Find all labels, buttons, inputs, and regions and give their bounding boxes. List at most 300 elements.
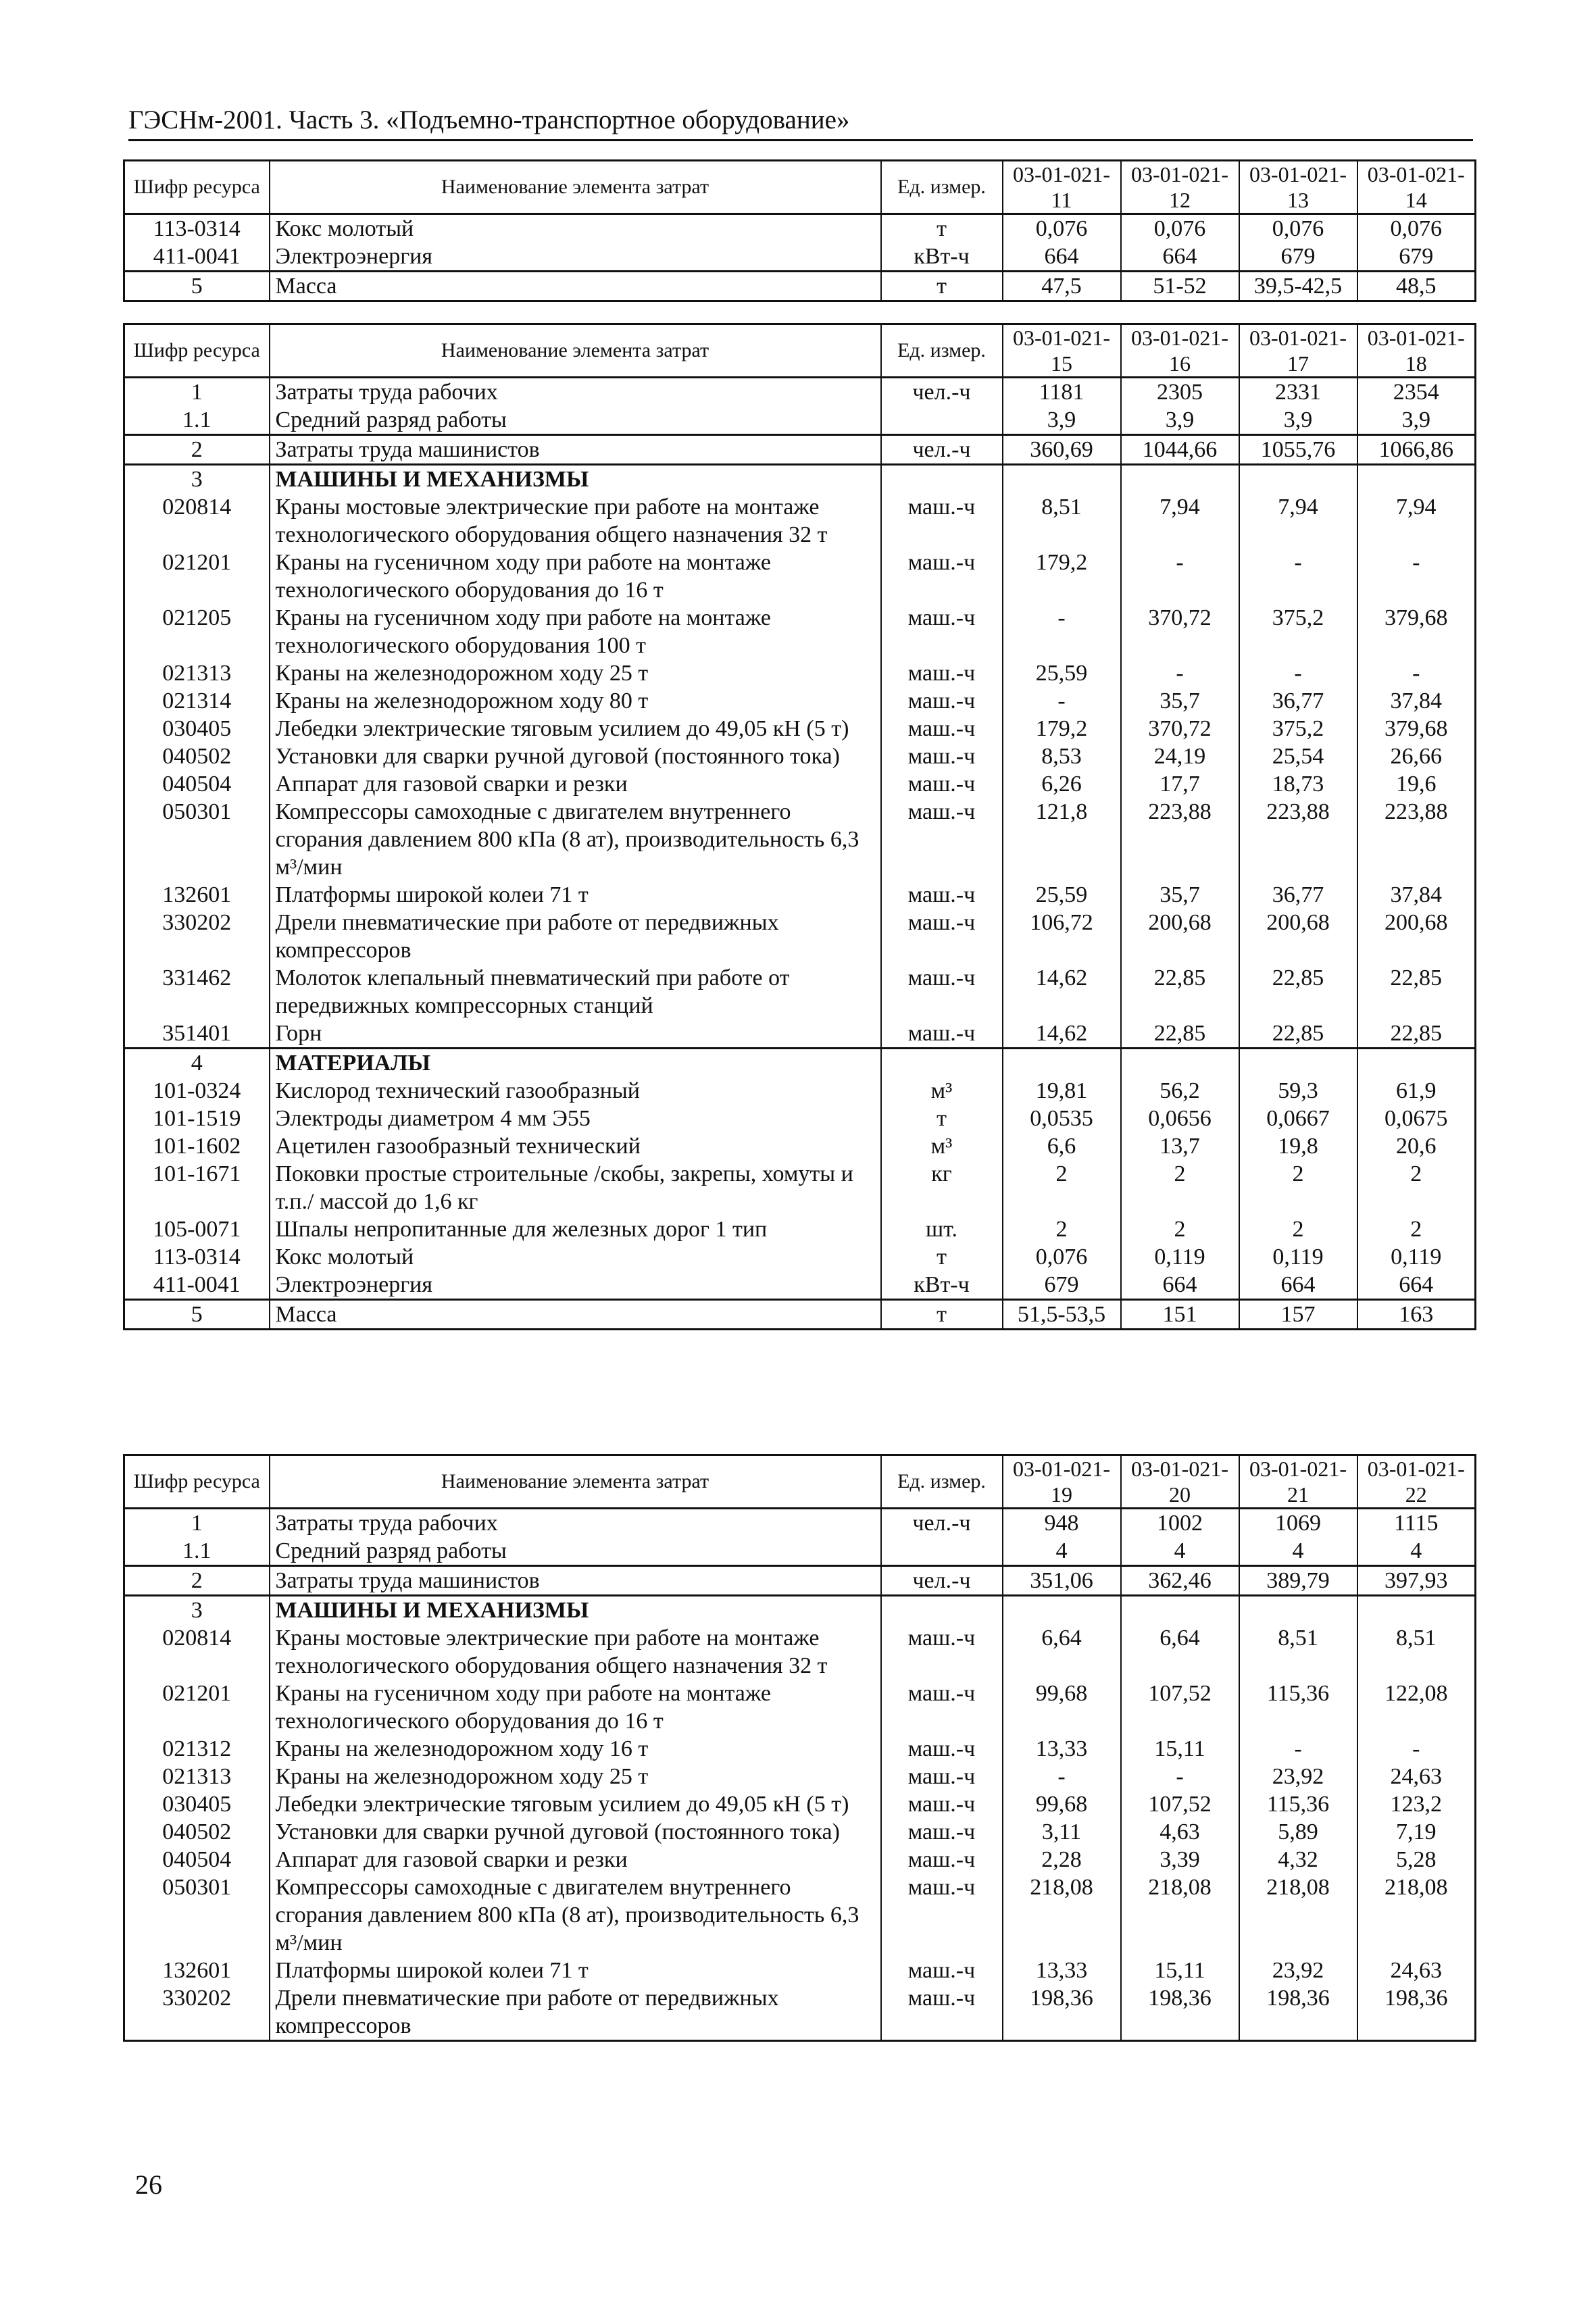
resource-unit: маш.-ч <box>881 1818 1003 1846</box>
resource-unit: маш.-ч <box>881 715 1003 743</box>
resource-value: 3,9 <box>1239 406 1357 435</box>
resource-name: Платформы широкой колеи 71 т <box>270 1957 881 1984</box>
resource-value: 1044,66 <box>1121 435 1239 465</box>
resource-code: 020814 <box>124 1624 270 1680</box>
resource-value: - <box>1003 604 1121 659</box>
resource-value: 370,72 <box>1121 715 1239 743</box>
table-row <box>124 493 1476 549</box>
table-row <box>124 909 1476 964</box>
resource-value: 13,7 <box>1121 1132 1239 1160</box>
resource-unit <box>881 1537 1003 1566</box>
resource-value: 2 <box>1003 1215 1121 1243</box>
header-column: 03-01-021-21 <box>1239 1455 1357 1509</box>
resource-value: 25,59 <box>1003 881 1121 909</box>
resource-value: 22,85 <box>1239 1020 1357 1049</box>
resource-code: 113-0314 <box>124 1243 270 1271</box>
resource-value: 22,85 <box>1357 964 1476 1020</box>
resource-value: 17,7 <box>1121 770 1239 798</box>
resource-code: 030405 <box>124 1790 270 1818</box>
resource-code: 021201 <box>124 1680 270 1735</box>
header-code: Шифр ресурса <box>124 161 270 214</box>
resource-code: 020814 <box>124 493 270 549</box>
resource-value: 99,68 <box>1003 1680 1121 1735</box>
resource-value: 22,85 <box>1121 964 1239 1020</box>
resource-table-3 <box>123 1454 1476 2042</box>
resource-value: - <box>1121 1763 1239 1790</box>
table-row <box>124 1790 1476 1818</box>
resource-value: 948 <box>1003 1509 1121 1538</box>
resource-unit: маш.-ч <box>881 964 1003 1020</box>
resource-code: 030405 <box>124 715 270 743</box>
resource-name: Электроэнергия <box>270 1271 881 1300</box>
resource-name: Кокс молотый <box>270 214 881 243</box>
resource-value: 5,28 <box>1357 1846 1476 1873</box>
resource-name: Установки для сварки ручной дуговой (постоянного тока) <box>270 743 881 770</box>
resource-value: - <box>1003 1763 1121 1790</box>
resource-value: 25,59 <box>1003 659 1121 687</box>
resource-unit: маш.-ч <box>881 743 1003 770</box>
resource-value: 198,36 <box>1239 1984 1357 2041</box>
resource-value: - <box>1357 1735 1476 1763</box>
resource-value <box>1121 465 1239 494</box>
resource-value: 397,93 <box>1357 1566 1476 1596</box>
resource-value: 19,8 <box>1239 1132 1357 1160</box>
page-number: 26 <box>135 2169 162 2200</box>
resource-code: 331462 <box>124 964 270 1020</box>
resource-value: 2 <box>1121 1160 1239 1215</box>
resource-code: 040504 <box>124 1846 270 1873</box>
resource-name: Дрели пневматические при работе от передвижных компрессоров <box>270 909 881 964</box>
resource-value: 26,66 <box>1357 743 1476 770</box>
resource-unit: маш.-ч <box>881 909 1003 964</box>
resource-value: 379,68 <box>1357 604 1476 659</box>
resource-value: 664 <box>1239 1271 1357 1300</box>
resource-value: 351,06 <box>1003 1566 1121 1596</box>
resource-value: 59,3 <box>1239 1077 1357 1105</box>
table-row <box>124 798 1476 881</box>
resource-unit: т <box>881 214 1003 243</box>
resource-value: 0,076 <box>1121 214 1239 243</box>
resource-value: 22,85 <box>1239 964 1357 1020</box>
resource-name: Масса <box>270 1300 881 1330</box>
table-row <box>124 1215 1476 1243</box>
resource-value: 8,53 <box>1003 743 1121 770</box>
table-row <box>124 1680 1476 1735</box>
header-column: 03-01-021-22 <box>1357 1455 1476 1509</box>
resource-value: 121,8 <box>1003 798 1121 881</box>
resource-value: 679 <box>1003 1271 1121 1300</box>
resource-code: 101-1602 <box>124 1132 270 1160</box>
resource-value: - <box>1239 549 1357 604</box>
resource-code: 2 <box>124 1566 270 1596</box>
resource-name: Платформы широкой колеи 71 т <box>270 881 881 909</box>
resource-unit: маш.-ч <box>881 687 1003 715</box>
resource-value: 37,84 <box>1357 881 1476 909</box>
resource-code: 132601 <box>124 1957 270 1984</box>
resource-code: 3 <box>124 465 270 494</box>
resource-value: 4,63 <box>1121 1818 1239 1846</box>
table-row <box>124 1077 1476 1105</box>
header-code: Шифр ресурса <box>124 324 270 378</box>
resource-name: Электроэнергия <box>270 243 881 272</box>
resource-value <box>1357 1596 1476 1625</box>
resource-value: 47,5 <box>1003 272 1121 301</box>
resource-unit: чел.-ч <box>881 378 1003 407</box>
resource-code: 411-0041 <box>124 1271 270 1300</box>
resource-value: 3,39 <box>1121 1846 1239 1873</box>
resource-value: 198,36 <box>1357 1984 1476 2041</box>
resource-unit: чел.-ч <box>881 1566 1003 1596</box>
table-row <box>124 435 1476 465</box>
resource-value: 218,08 <box>1239 1873 1357 1957</box>
resource-value: 8,51 <box>1357 1624 1476 1680</box>
section-row <box>124 465 1476 494</box>
resource-code: 113-0314 <box>124 214 270 243</box>
resource-value: 664 <box>1003 243 1121 272</box>
resource-code: 1 <box>124 1509 270 1538</box>
table-row <box>124 770 1476 798</box>
resource-value: 218,08 <box>1357 1873 1476 1957</box>
resource-code: 5 <box>124 1300 270 1330</box>
resource-code: 021314 <box>124 687 270 715</box>
resource-value: 0,119 <box>1357 1243 1476 1271</box>
resource-name: Молоток клепальный пневматический при работе от передвижных компрессорных станций <box>270 964 881 1020</box>
resource-unit <box>881 1596 1003 1625</box>
resource-value: 2305 <box>1121 378 1239 407</box>
resource-value <box>1239 465 1357 494</box>
resource-value: 7,94 <box>1357 493 1476 549</box>
resource-value: 2 <box>1239 1215 1357 1243</box>
resource-value: 6,6 <box>1003 1132 1121 1160</box>
header-unit: Ед. измер. <box>881 324 1003 378</box>
resource-unit: чел.-ч <box>881 1509 1003 1538</box>
resource-value: 24,63 <box>1357 1957 1476 1984</box>
resource-value <box>1003 465 1121 494</box>
resource-value: 7,94 <box>1121 493 1239 549</box>
resource-value: 15,11 <box>1121 1957 1239 1984</box>
resource-value: 2 <box>1357 1160 1476 1215</box>
resource-value: 14,62 <box>1003 1020 1121 1049</box>
resource-value: 1066,86 <box>1357 435 1476 465</box>
table-row <box>124 1735 1476 1763</box>
resource-name: МАШИНЫ И МЕХАНИЗМЫ <box>270 465 881 494</box>
resource-value: 664 <box>1121 243 1239 272</box>
resource-value: 19,81 <box>1003 1077 1121 1105</box>
header-column: 03-01-021-17 <box>1239 324 1357 378</box>
resource-name: Краны на гусеничном ходу при работе на монтаже технологического оборудования 100 т <box>270 604 881 659</box>
resource-unit: т <box>881 272 1003 301</box>
resource-value: 0,076 <box>1003 214 1121 243</box>
resource-value: 3,11 <box>1003 1818 1121 1846</box>
resource-name: Краны на железнодорожном ходу 16 т <box>270 1735 881 1763</box>
resource-unit: маш.-ч <box>881 1735 1003 1763</box>
resource-value: 36,77 <box>1239 881 1357 909</box>
resource-value: 198,36 <box>1003 1984 1121 2041</box>
resource-unit: маш.-ч <box>881 881 1003 909</box>
resource-code: 021312 <box>124 1735 270 1763</box>
table-row <box>124 743 1476 770</box>
header-name: Наименование элемента затрат <box>270 324 881 378</box>
resource-value: 679 <box>1239 243 1357 272</box>
resource-value: 0,0535 <box>1003 1105 1121 1132</box>
table-row <box>124 1160 1476 1215</box>
resource-value: 389,79 <box>1239 1566 1357 1596</box>
resource-value: - <box>1239 659 1357 687</box>
table-row <box>124 964 1476 1020</box>
resource-code: 021201 <box>124 549 270 604</box>
resource-name: Лебедки электрические тяговым усилием до 49,05 кН (5 т) <box>270 1790 881 1818</box>
resource-name: Шпалы непропитанные для железных дорог 1 тип <box>270 1215 881 1243</box>
table-row <box>124 1818 1476 1846</box>
resource-value: 106,72 <box>1003 909 1121 964</box>
resource-unit: маш.-ч <box>881 659 1003 687</box>
resource-unit <box>881 465 1003 494</box>
resource-name: Масса <box>270 272 881 301</box>
table-row <box>124 881 1476 909</box>
resource-value: 664 <box>1357 1271 1476 1300</box>
header-column: 03-01-021-16 <box>1121 324 1239 378</box>
resource-value: 56,2 <box>1121 1077 1239 1105</box>
header-column: 03-01-021-19 <box>1003 1455 1121 1509</box>
resource-name: Ацетилен газообразный технический <box>270 1132 881 1160</box>
resource-value: 6,26 <box>1003 770 1121 798</box>
resource-value: 4 <box>1239 1537 1357 1566</box>
resource-table-2 <box>123 323 1476 1330</box>
resource-value: 0,0667 <box>1239 1105 1357 1132</box>
resource-value: 1115 <box>1357 1509 1476 1538</box>
table-row <box>124 1873 1476 1957</box>
table-row <box>124 378 1476 407</box>
section-row <box>124 1596 1476 1625</box>
resource-value: 22,85 <box>1121 1020 1239 1049</box>
resource-value: 157 <box>1239 1300 1357 1330</box>
table-row <box>124 1537 1476 1566</box>
resource-value: 8,51 <box>1239 1624 1357 1680</box>
resource-code: 040502 <box>124 743 270 770</box>
table-row <box>124 1105 1476 1132</box>
resource-value: 25,54 <box>1239 743 1357 770</box>
resource-code: 040502 <box>124 1818 270 1846</box>
resource-code: 101-1519 <box>124 1105 270 1132</box>
resource-value: 0,0675 <box>1357 1105 1476 1132</box>
resource-code: 050301 <box>124 1873 270 1957</box>
table-row <box>124 1020 1476 1049</box>
header-column: 03-01-021-15 <box>1003 324 1121 378</box>
resource-value: 0,076 <box>1357 214 1476 243</box>
resource-value <box>1357 465 1476 494</box>
resource-code: 101-1671 <box>124 1160 270 1215</box>
resource-code: 330202 <box>124 1984 270 2041</box>
resource-name: Компрессоры самоходные с двигателем внутреннего сгорания давлением 800 кПа (8 ат), производительность 6,3 м³/мин <box>270 798 881 881</box>
resource-unit: маш.-ч <box>881 1873 1003 1957</box>
resource-value: 223,88 <box>1357 798 1476 881</box>
resource-name: Кислород технический газообразный <box>270 1077 881 1105</box>
resource-unit: маш.-ч <box>881 798 1003 881</box>
resource-unit: т <box>881 1300 1003 1330</box>
table-row <box>124 243 1476 272</box>
resource-value: 375,2 <box>1239 604 1357 659</box>
resource-value: 51-52 <box>1121 272 1239 301</box>
resource-value: 2 <box>1239 1160 1357 1215</box>
table-row <box>124 715 1476 743</box>
resource-value: 375,2 <box>1239 715 1357 743</box>
header-column: 03-01-021-20 <box>1121 1455 1239 1509</box>
table-row <box>124 1509 1476 1538</box>
resource-name: Краны на железнодорожном ходу 25 т <box>270 659 881 687</box>
resource-value: 107,52 <box>1121 1790 1239 1818</box>
resource-value: 19,6 <box>1357 770 1476 798</box>
resource-name: Аппарат для газовой сварки и резки <box>270 770 881 798</box>
resource-unit: кВт-ч <box>881 243 1003 272</box>
resource-name: Затраты труда рабочих <box>270 378 881 407</box>
table-row <box>124 1763 1476 1790</box>
resource-value <box>1357 1049 1476 1078</box>
resource-unit: т <box>881 1243 1003 1271</box>
resource-value: 4 <box>1003 1537 1121 1566</box>
resource-value: 0,119 <box>1239 1243 1357 1271</box>
resource-code: 5 <box>124 272 270 301</box>
resource-value: 15,11 <box>1121 1735 1239 1763</box>
resource-name: Поковки простые строительные /скобы, закрепы, хомуты и т.п./ массой до 1,6 кг <box>270 1160 881 1215</box>
resource-value: 223,88 <box>1239 798 1357 881</box>
resource-value: - <box>1357 659 1476 687</box>
table-row <box>124 1984 1476 2041</box>
resource-value: 4 <box>1357 1537 1476 1566</box>
resource-value: 35,7 <box>1121 881 1239 909</box>
resource-value: 200,68 <box>1121 909 1239 964</box>
resource-name: Установки для сварки ручной дуговой (постоянного тока) <box>270 1818 881 1846</box>
table-row <box>124 1300 1476 1330</box>
resource-code: 105-0071 <box>124 1215 270 1243</box>
resource-name: Дрели пневматические при работе от передвижных компрессоров <box>270 1984 881 2041</box>
resource-name: Электроды диаметром 4 мм Э55 <box>270 1105 881 1132</box>
resource-name: Затраты труда машинистов <box>270 1566 881 1596</box>
resource-name: Средний разряд работы <box>270 406 881 435</box>
resource-value <box>1239 1049 1357 1078</box>
resource-value: 99,68 <box>1003 1790 1121 1818</box>
resource-unit <box>881 1049 1003 1078</box>
resource-value: 163 <box>1357 1300 1476 1330</box>
resource-code: 351401 <box>124 1020 270 1049</box>
resource-unit: маш.-ч <box>881 1984 1003 2041</box>
resource-name: Компрессоры самоходные с двигателем внутреннего сгорания давлением 800 кПа (8 ат), производительность 6,3 м³/мин <box>270 1873 881 1957</box>
table-row <box>124 1243 1476 1271</box>
table-row <box>124 1957 1476 1984</box>
resource-value <box>1121 1596 1239 1625</box>
resource-value: 24,19 <box>1121 743 1239 770</box>
header-column: 03-01-021-11 <box>1003 161 1121 214</box>
resource-value: 362,46 <box>1121 1566 1239 1596</box>
resource-value: 3,9 <box>1357 406 1476 435</box>
header-code: Шифр ресурса <box>124 1455 270 1509</box>
resource-value: 6,64 <box>1121 1624 1239 1680</box>
resource-unit: маш.-ч <box>881 1957 1003 1984</box>
resource-value: 3,9 <box>1003 406 1121 435</box>
resource-value: 61,9 <box>1357 1077 1476 1105</box>
resource-value: 18,73 <box>1239 770 1357 798</box>
resource-value: 2 <box>1357 1215 1476 1243</box>
resource-value: 4,32 <box>1239 1846 1357 1873</box>
table-row <box>124 549 1476 604</box>
resource-code: 3 <box>124 1596 270 1625</box>
resource-code: 1.1 <box>124 406 270 435</box>
resource-value: 1055,76 <box>1239 435 1357 465</box>
resource-value <box>1003 1049 1121 1078</box>
resource-code: 330202 <box>124 909 270 964</box>
resource-unit <box>881 406 1003 435</box>
header-name: Наименование элемента затрат <box>270 161 881 214</box>
table-row <box>124 1566 1476 1596</box>
resource-code: 101-0324 <box>124 1077 270 1105</box>
resource-value <box>1121 1049 1239 1078</box>
resource-value: 123,2 <box>1357 1790 1476 1818</box>
resource-name: Краны на железнодорожном ходу 80 т <box>270 687 881 715</box>
resource-value: 122,08 <box>1357 1680 1476 1735</box>
resource-value: 1069 <box>1239 1509 1357 1538</box>
resource-value: 198,36 <box>1121 1984 1239 2041</box>
resource-code: 4 <box>124 1049 270 1078</box>
resource-value: 24,63 <box>1357 1763 1476 1790</box>
header-column: 03-01-021-14 <box>1357 161 1476 214</box>
resource-unit: маш.-ч <box>881 1680 1003 1735</box>
resource-unit: маш.-ч <box>881 1763 1003 1790</box>
resource-value: 200,68 <box>1357 909 1476 964</box>
header-column: 03-01-021-18 <box>1357 324 1476 378</box>
resource-value: 14,62 <box>1003 964 1121 1020</box>
resource-unit: т <box>881 1105 1003 1132</box>
resource-value: 7,19 <box>1357 1818 1476 1846</box>
header-unit: Ед. измер. <box>881 1455 1003 1509</box>
resource-value: 22,85 <box>1357 1020 1476 1049</box>
table-row <box>124 1132 1476 1160</box>
resource-value: 7,94 <box>1239 493 1357 549</box>
resource-unit: чел.-ч <box>881 435 1003 465</box>
section-row <box>124 1049 1476 1078</box>
resource-value: 218,08 <box>1003 1873 1121 1957</box>
resource-value <box>1239 1596 1357 1625</box>
resource-unit: маш.-ч <box>881 1846 1003 1873</box>
header-name: Наименование элемента затрат <box>270 1455 881 1509</box>
resource-value: 360,69 <box>1003 435 1121 465</box>
resource-value: 6,64 <box>1003 1624 1121 1680</box>
resource-value: - <box>1003 687 1121 715</box>
table-row <box>124 1271 1476 1300</box>
resource-value: 2354 <box>1357 378 1476 407</box>
resource-value: 51,5-53,5 <box>1003 1300 1121 1330</box>
resource-value: 8,51 <box>1003 493 1121 549</box>
resource-unit: м³ <box>881 1132 1003 1160</box>
resource-value: 370,72 <box>1121 604 1239 659</box>
resource-value: 3,9 <box>1121 406 1239 435</box>
resource-name: Горн <box>270 1020 881 1049</box>
resource-name: Кокс молотый <box>270 1243 881 1271</box>
resource-value: 151 <box>1121 1300 1239 1330</box>
resource-unit: маш.-ч <box>881 493 1003 549</box>
table-row <box>124 604 1476 659</box>
table-row <box>124 272 1476 301</box>
table-row <box>124 1846 1476 1873</box>
resource-code: 2 <box>124 435 270 465</box>
resource-value: 2 <box>1003 1160 1121 1215</box>
resource-value: 39,5-42,5 <box>1239 272 1357 301</box>
resource-value: - <box>1121 659 1239 687</box>
resource-name: Затраты труда машинистов <box>270 435 881 465</box>
resource-code: 021313 <box>124 659 270 687</box>
resource-value: 223,88 <box>1121 798 1239 881</box>
resource-value: 0,0656 <box>1121 1105 1239 1132</box>
resource-value: 115,36 <box>1239 1680 1357 1735</box>
table-row <box>124 687 1476 715</box>
